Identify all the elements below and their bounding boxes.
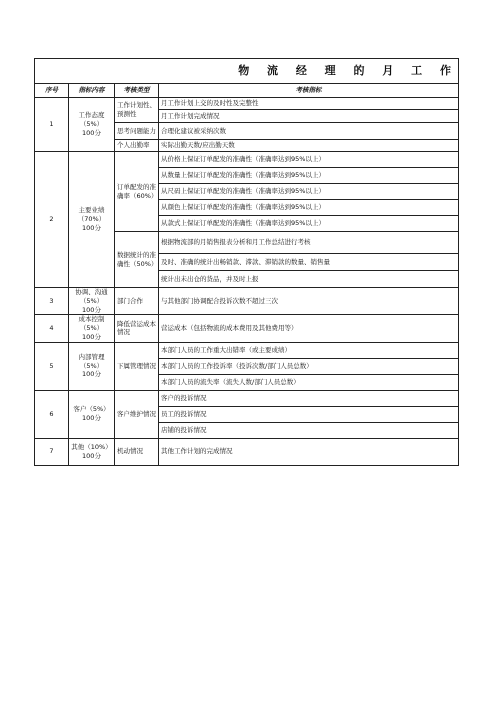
indicator-content <box>69 98 115 152</box>
table-row <box>35 342 459 358</box>
header-indicator: 考核指标 <box>159 84 459 98</box>
assessment-type: 部门合作 <box>115 288 159 315</box>
assessment-type: 订单配发的准确率（60%） <box>115 152 159 232</box>
indicator-content-line: 工作态度 <box>78 111 105 120</box>
indicator-content-line: 协调、沟通 <box>75 288 108 296</box>
assessment-indicator: 客户的投诉情况 <box>159 390 459 406</box>
assessment-type: 降低营运成本情况 <box>115 315 159 342</box>
assessment-indicator: 从颜色上保证订单配发的准确性（准确率达到95%以上） <box>159 200 459 216</box>
row-index: 2 <box>35 152 69 288</box>
indicator-content-line: （5%） <box>79 361 104 370</box>
header-index: 序号 <box>35 84 69 98</box>
table-row <box>35 315 459 342</box>
indicator-content-line: （5%） <box>79 324 104 333</box>
table-row <box>35 288 459 315</box>
header-row <box>35 84 459 98</box>
row-index: 5 <box>35 342 69 390</box>
indicator-content-line: 成本控制 <box>78 315 105 324</box>
assessment-indicator: 本部门人员的流失率（流失人数/部门人员总数） <box>159 374 459 390</box>
page-title: 物 流 经 理 的 月 工 作 <box>35 59 459 84</box>
indicator-content <box>69 288 115 315</box>
assessment-indicator: 从尺码上保证订单配发的准确性（准确率达到95%以上） <box>159 184 459 200</box>
row-index: 7 <box>35 438 69 465</box>
header-type: 考核类型 <box>115 84 159 98</box>
assessment-type: 机动情况 <box>115 438 159 465</box>
indicator-content-line: 100分 <box>82 414 101 423</box>
assessment-indicator: 实际出勤天数/应出勤天数 <box>159 140 459 152</box>
assessment-indicator: 从价格上保证订单配发的准确性（准确率达到95%以上） <box>159 152 459 168</box>
evaluation-table <box>34 58 459 466</box>
header-content: 指标内容 <box>69 84 115 98</box>
indicator-content-line: 其他（10%） <box>71 442 112 451</box>
indicator-content <box>69 152 115 288</box>
indicator-content <box>69 390 115 438</box>
indicator-content-line: （5%） <box>79 296 104 305</box>
assessment-indicator: 营运成本（包括物流的成本费用及其他费用等） <box>159 315 459 342</box>
assessment-type: 思考问题能力 <box>115 123 159 140</box>
indicator-content-line: 100分 <box>82 370 101 379</box>
assessment-indicator: 统计出未出仓的货品，并及时上报 <box>159 271 459 288</box>
table-row <box>35 152 459 168</box>
assessment-indicator: 员工的投诉情况 <box>159 406 459 422</box>
assessment-indicator: 从款式上保证订单配发的准确性（准确率达到95%以上） <box>159 216 459 232</box>
indicator-content-line: （5%） <box>79 120 104 129</box>
indicator-content <box>69 342 115 390</box>
title-row <box>35 59 459 84</box>
assessment-indicator: 本部门人员的工作重大出错率（或主要成绩） <box>159 342 459 358</box>
table-row <box>35 390 459 406</box>
row-index: 1 <box>35 98 69 152</box>
assessment-indicator: 月工作计划完成情况 <box>159 110 459 123</box>
indicator-content-line: 客户（5%） <box>73 405 110 414</box>
assessment-type: 数据统计的准确性（50%） <box>115 232 159 288</box>
assessment-indicator: 根据物流部的月销售报表分析和月工作总结进行考核 <box>159 232 459 254</box>
indicator-content <box>69 438 115 465</box>
indicator-content-line: 100分 <box>82 305 101 314</box>
indicator-content-line: （70%） <box>77 215 106 224</box>
table-row <box>35 98 459 110</box>
assessment-type: 客户维护情况 <box>115 390 159 438</box>
indicator-content-line: 100分 <box>82 332 101 341</box>
assessment-indicator: 其他工作计划的完成情况 <box>159 438 459 465</box>
assessment-type: 个人出勤率 <box>115 140 159 152</box>
assessment-indicator: 店铺的投诉情况 <box>159 422 459 438</box>
indicator-content-line: 主要业绩 <box>78 206 105 215</box>
assessment-indicator: 从数量上保证订单配发的准确性（准确率达到95%以上） <box>159 168 459 184</box>
indicator-content-line: 100分 <box>82 451 101 460</box>
indicator-content <box>69 315 115 342</box>
assessment-type: 下属管理情况 <box>115 342 159 390</box>
indicator-content-line: 内部管理 <box>78 352 105 361</box>
table-row <box>35 438 459 465</box>
row-index: 6 <box>35 390 69 438</box>
evaluation-table-body <box>35 59 459 466</box>
assessment-indicator: 月工作计划上交的及时性及完整性 <box>159 98 459 110</box>
assessment-indicator: 本部门人员的工作投诉率（投诉次数/部门人员总数） <box>159 358 459 374</box>
indicator-content-line: 100分 <box>82 223 101 232</box>
assessment-indicator: 及时、准确的统计出畅销款、滞款、滞销款的数量、销售量 <box>159 254 459 271</box>
assessment-type: 工作计划性、预测性 <box>115 98 159 123</box>
row-index: 3 <box>35 288 69 315</box>
row-index: 4 <box>35 315 69 342</box>
assessment-indicator: 与其他部门协调配合投诉次数不超过三次 <box>159 288 459 315</box>
indicator-content-line: 100分 <box>82 128 101 137</box>
assessment-indicator: 合理化建议被采纳次数 <box>159 123 459 140</box>
